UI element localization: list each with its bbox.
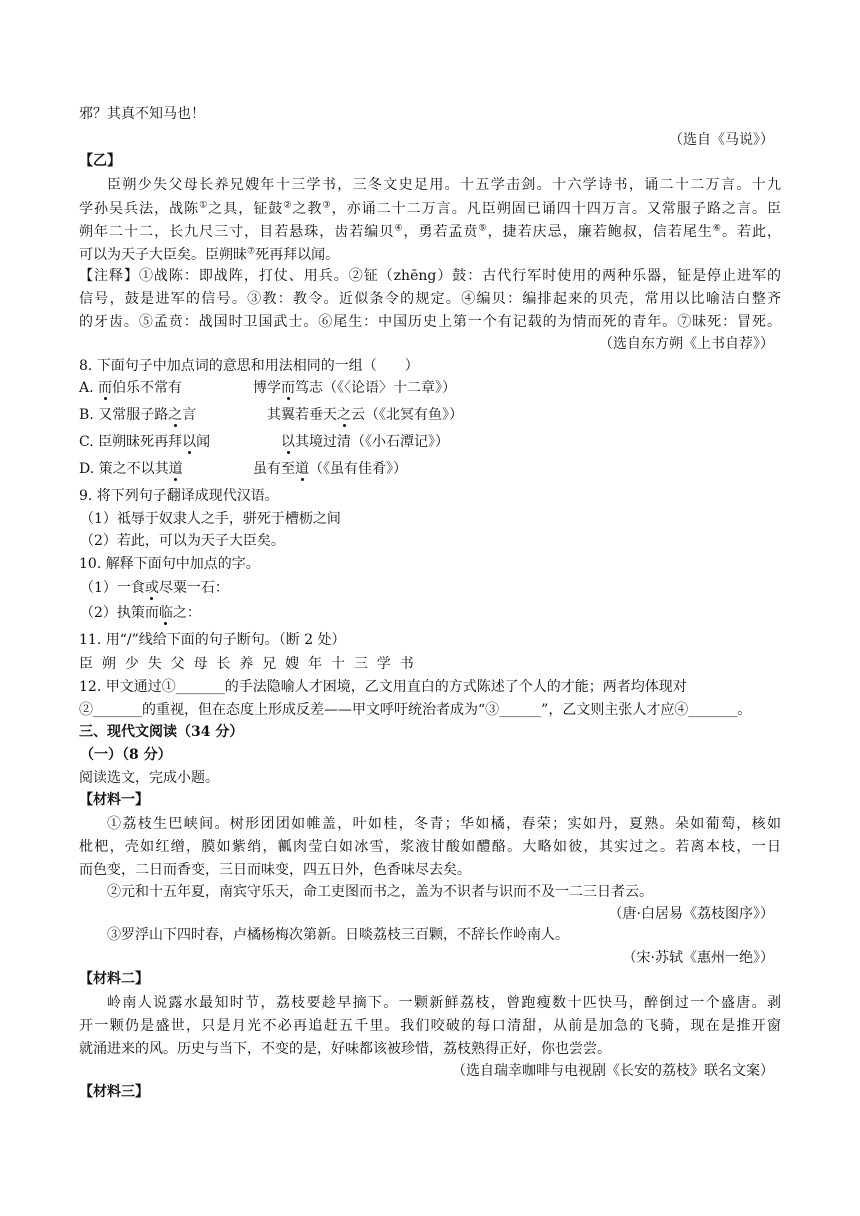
text-run: C. 臣朔昧死再拜 [79, 434, 183, 450]
text-run: 其境过清（《小石潭记》） [295, 434, 449, 450]
sentence-char: 失 [147, 656, 162, 672]
text-run: ，捷若庆忌，廉若鲍叔，信若尾生 [487, 224, 713, 240]
note-ref: ① [199, 200, 209, 211]
q10-item-2 [80, 603, 201, 623]
text-run: ，勇若孟贲 [403, 224, 479, 240]
text-run: （2）执策而 [80, 605, 159, 621]
q8-option-a-compare [253, 378, 456, 398]
source-material-1: （唐·白居易《荔枝图序》） [608, 906, 774, 922]
sentence-char: 书 [399, 656, 414, 672]
note-ref: ③ [322, 200, 332, 211]
text-run: 可以为天子大臣矣。臣朔昧 [79, 247, 247, 263]
question-8: 8. 下面句子中加点词的意思和用法相同的一组（ ） [79, 358, 419, 374]
material-2-line-3: 就涌进来的风。历史与当下，不变的是，好味都该被珍惜，荔枝熟得正好，你也尝尝。 [79, 1041, 611, 1057]
text-run: 言 [182, 407, 197, 423]
material-1-line-5: ③罗浮山下四时春，卢橘杨梅次第新。日啖荔枝三百颗，不辞长作岭南人。 [107, 927, 569, 943]
q10-item-1 [80, 578, 229, 598]
q11-sentence [79, 654, 414, 674]
section-3-heading: 三、现代文阅读（34 分） [79, 724, 244, 740]
dotted-char: 而 [281, 380, 295, 396]
passage-a-ending: 邪？其真不知马也！ [79, 106, 205, 122]
source-material-1b: （宋·苏轼《惠州一绝》） [622, 950, 774, 966]
note-ref: ⑤ [478, 223, 488, 234]
text-run: （1）一食 [80, 580, 145, 596]
dotted-char: 或 [144, 580, 159, 596]
q9-item-2: （2）若此，可以为天子大臣矣。 [80, 533, 285, 549]
q8-option-a [79, 378, 182, 398]
note-ref: ② [283, 200, 293, 211]
material-1-line-4: ②元和十五年夏，南宾守乐天，命工吏图而书之，盖为不识者与识而不及一二三日者云。 [107, 884, 653, 900]
material-3-label: 【材料三】 [79, 1084, 149, 1100]
text-run: 之具，钲鼓 [208, 201, 284, 217]
text-run: 其翼若垂天 [267, 407, 337, 423]
passage-b-line-3 [79, 222, 781, 242]
sentence-char: 三 [353, 656, 368, 672]
text-run: 死再拜以闻。 [255, 247, 340, 263]
sentence-char: 父 [170, 656, 185, 672]
question-12-line-2: ②_______的重视，但在态度上形成反差——甲文呼吁统治者成为“③______”，乙文则主张人才应④_______。 [79, 702, 752, 718]
text-run: B. 又常服子路 [79, 407, 169, 423]
q8-option-b [79, 405, 196, 425]
subsection-heading: （一）（8 分） [80, 747, 172, 763]
q8-option-c-compare [281, 432, 449, 452]
sentence-char: 长 [216, 656, 231, 672]
sentence-char: 十 [330, 656, 345, 672]
text-run: ，亦诵二十二万言。凡臣朔固已诵四十四万言。又常服子路之言。臣 [331, 201, 782, 217]
dotted-char: 道 [295, 461, 309, 477]
dotted-char: 道 [168, 461, 183, 477]
sentence-char: 母 [193, 656, 208, 672]
annotation-line-1: 【注释】①战陈：即战阵，打仗、用兵。②钲（zhēng）鼓：古代行军时使用的两种乐器，钲是停止进军的 [79, 268, 781, 284]
q9-item-1: （1）祗辱于奴隶人之手，骈死于槽枥之间 [80, 511, 341, 527]
material-1-line-3: 而色变，二日而香变，三日而味变，四五日外，色香味尽去矣。 [79, 862, 471, 878]
text-run: 学孙吴兵法，战陈 [79, 201, 200, 217]
annotation-line-3: 的牙齿。⑤孟贲：战国时卫国武士。⑥尾生：中国历史上第一个有记载的为情而死的青年。⑦昧死：冒死。 [79, 314, 781, 330]
passage-b-line-4 [79, 245, 339, 265]
text-run: 尽粟一石： [158, 580, 229, 596]
material-1-label: 【材料一】 [79, 792, 149, 808]
annotation-line-2: 信号，鼓是进军的信号。③教：教令。近似条令的规定。④编贝：编排起来的贝壳，常用以比喻洁白整齐 [79, 291, 781, 307]
q8-option-d [79, 459, 183, 479]
note-ref: ⑦ [247, 246, 256, 257]
material-2-label: 【材料二】 [79, 971, 149, 987]
dotted-char: 以 [182, 434, 197, 450]
text-run: 笃志（《〈论语〉十二章》） [295, 380, 456, 396]
q8-option-d-compare [253, 459, 407, 479]
dotted-char: 临 [158, 605, 173, 621]
sentence-char: 年 [308, 656, 323, 672]
label-b: 【乙】 [79, 153, 121, 169]
text-run: 朔年二十二，长九尺三寸，目若悬珠，齿若编贝 [79, 224, 395, 240]
question-9: 9. 将下列句子翻译成现代汉语。 [79, 488, 279, 504]
note-ref: ⑥ [712, 223, 722, 234]
q8-option-b-compare [267, 405, 463, 425]
question-10: 10. 解释下面句中加点的字。 [79, 556, 260, 572]
material-2-line-1: 岭南人说露水最知时节，荔枝要趁早摘下。一颗新鲜荔枝，曾跑瘦数十匹快马，醉倒过一个盛唐。剥 [107, 995, 781, 1011]
passage-b-line-2 [79, 199, 781, 219]
dotted-char: 而 [98, 380, 113, 396]
text-run: 虽有至 [253, 461, 295, 477]
text-run: 闻 [196, 434, 211, 450]
text-run: D. 策之不以其 [79, 461, 169, 477]
source-a: （选自《马说》） [669, 132, 774, 148]
dotted-char: 以 [281, 434, 295, 450]
sentence-char: 养 [239, 656, 254, 672]
source-b: （选自东方朔《上书自荐》） [599, 336, 774, 352]
material-1-line-2: 枇杷，壳如红缯，膜如紫绡，瓤肉莹白如冰雪，浆液甘酸如醴酪。大略如彼，其实过之。若离本枝，一日 [79, 839, 781, 855]
note-ref: ④ [394, 223, 404, 234]
q8-option-c [79, 432, 210, 452]
source-material-2: （选自瑞幸咖啡与电视剧《长安的荔枝》联名文案） [452, 1063, 774, 1079]
text-run: 。若此， [721, 224, 782, 240]
sentence-char: 兄 [262, 656, 277, 672]
dotted-char: 之 [337, 407, 351, 423]
text-run: 伯乐不常有 [112, 380, 183, 396]
question-12-line-1: 12. 甲文通过①_______的手法隐喻人才困境，乙文用直白的方式陈述了个人的才能；两者均体现对 [79, 679, 687, 695]
text-run: 之教 [292, 201, 323, 217]
material-2-line-2: 开一颗仍是盛世，只是月光不必再追赶五千里。我们咬破的每口清甜，从前是加急的飞骑，现在是推开窗 [79, 1018, 781, 1034]
text-run: 之： [172, 605, 201, 621]
passage-b-line-1: 臣朔少失父母长养兄嫂年十三学书，三冬文史足用。十五学击剑。十六学诗书，诵二十二万言。十九 [107, 177, 781, 193]
text-run: 云（《北冥有鱼》） [351, 407, 463, 423]
instruction: 阅读选文，完成小题。 [79, 770, 219, 786]
dotted-char: 之 [168, 407, 183, 423]
material-1-line-1: ①荔枝生巴峡间。树形团团如帷盖，叶如桂，冬青；华如橘，春荣；实如丹，夏熟。朵如葡萄，核如 [107, 816, 781, 832]
sentence-char: 学 [376, 656, 391, 672]
sentence-char: 臣 [79, 656, 93, 672]
sentence-char: 嫂 [285, 656, 300, 672]
text-run: 博学 [253, 380, 281, 396]
sentence-char: 少 [124, 656, 139, 672]
sentence-char: 朔 [101, 656, 116, 672]
text-run: （《虽有佳肴》） [309, 461, 407, 477]
text-run: A. [79, 380, 99, 396]
question-11: 11. 用“/”线给下面的句子断句。（断 2 处） [79, 632, 346, 648]
